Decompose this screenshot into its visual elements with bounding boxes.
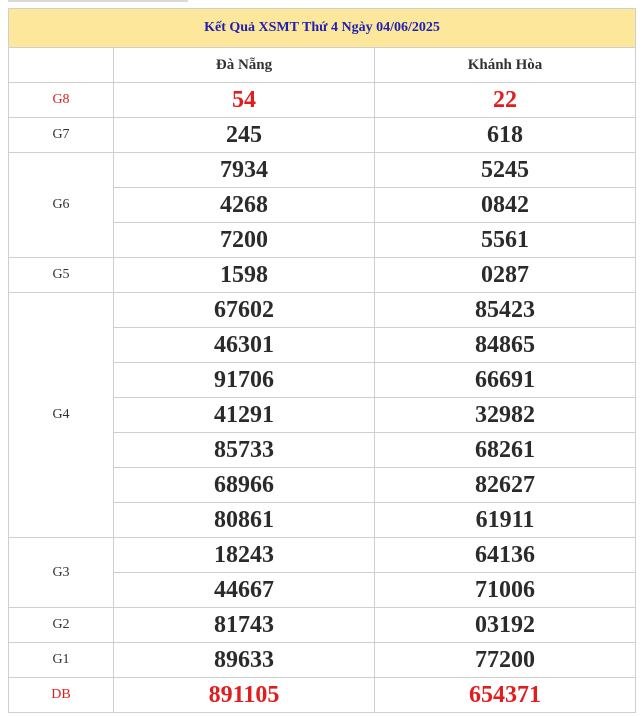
prize-column-header <box>9 48 114 83</box>
results-container <box>8 8 635 713</box>
prize-label: G3 <box>9 538 114 608</box>
result-number: 32982 <box>375 398 636 433</box>
result-number: 0842 <box>375 188 636 223</box>
prize-row-g6 <box>9 153 636 188</box>
result-number: 84865 <box>375 328 636 363</box>
prize-label: G7 <box>9 118 114 153</box>
result-number: 18243 <box>114 538 375 573</box>
result-number: 5561 <box>375 223 636 258</box>
prize-row-db <box>9 678 636 713</box>
prize-label: G1 <box>9 643 114 678</box>
prize-row-g5 <box>9 258 636 293</box>
prize-row-g7 <box>9 118 636 153</box>
prize-label: G8 <box>9 83 114 118</box>
province-header-row <box>9 48 636 83</box>
prize-row-g3 <box>9 538 636 573</box>
result-number: 91706 <box>114 363 375 398</box>
prize-label: G2 <box>9 608 114 643</box>
prize-row-g2 <box>9 608 636 643</box>
prize-rows <box>9 83 636 713</box>
result-number: 77200 <box>375 643 636 678</box>
province-header-khanh-hoa: Khánh Hòa <box>375 48 636 83</box>
top-tab-edge <box>8 0 188 2</box>
result-number: 4268 <box>114 188 375 223</box>
result-number: 54 <box>114 83 375 118</box>
prize-label: G5 <box>9 258 114 293</box>
prize-row-g8 <box>9 83 636 118</box>
result-number: 03192 <box>375 608 636 643</box>
prize-row-g1 <box>9 643 636 678</box>
result-number: 67602 <box>114 293 375 328</box>
result-number: 1598 <box>114 258 375 293</box>
result-number: 85423 <box>375 293 636 328</box>
result-number: 85733 <box>114 433 375 468</box>
result-number: 0287 <box>375 258 636 293</box>
result-number: 891105 <box>114 678 375 713</box>
result-number: 80861 <box>114 503 375 538</box>
prize-label: DB <box>9 678 114 713</box>
result-number: 68966 <box>114 468 375 503</box>
result-number: 71006 <box>375 573 636 608</box>
result-number: 64136 <box>375 538 636 573</box>
result-number: 68261 <box>375 433 636 468</box>
result-number: 5245 <box>375 153 636 188</box>
result-number: 46301 <box>114 328 375 363</box>
result-number: 7934 <box>114 153 375 188</box>
result-number: 81743 <box>114 608 375 643</box>
result-number: 618 <box>375 118 636 153</box>
result-number: 61911 <box>375 503 636 538</box>
province-header-da-nang: Đà Nẵng <box>114 48 375 83</box>
result-number: 66691 <box>375 363 636 398</box>
prize-label: G4 <box>9 293 114 538</box>
result-number: 82627 <box>375 468 636 503</box>
result-number: 7200 <box>114 223 375 258</box>
result-number: 44667 <box>114 573 375 608</box>
results-title: Kết Quả XSMT Thứ 4 Ngày 04/06/2025 <box>9 9 636 48</box>
lottery-results-table <box>8 8 636 713</box>
prize-label: G6 <box>9 153 114 258</box>
result-number: 654371 <box>375 678 636 713</box>
result-number: 245 <box>114 118 375 153</box>
result-number: 41291 <box>114 398 375 433</box>
result-number: 89633 <box>114 643 375 678</box>
prize-row-g4 <box>9 293 636 328</box>
result-number: 22 <box>375 83 636 118</box>
